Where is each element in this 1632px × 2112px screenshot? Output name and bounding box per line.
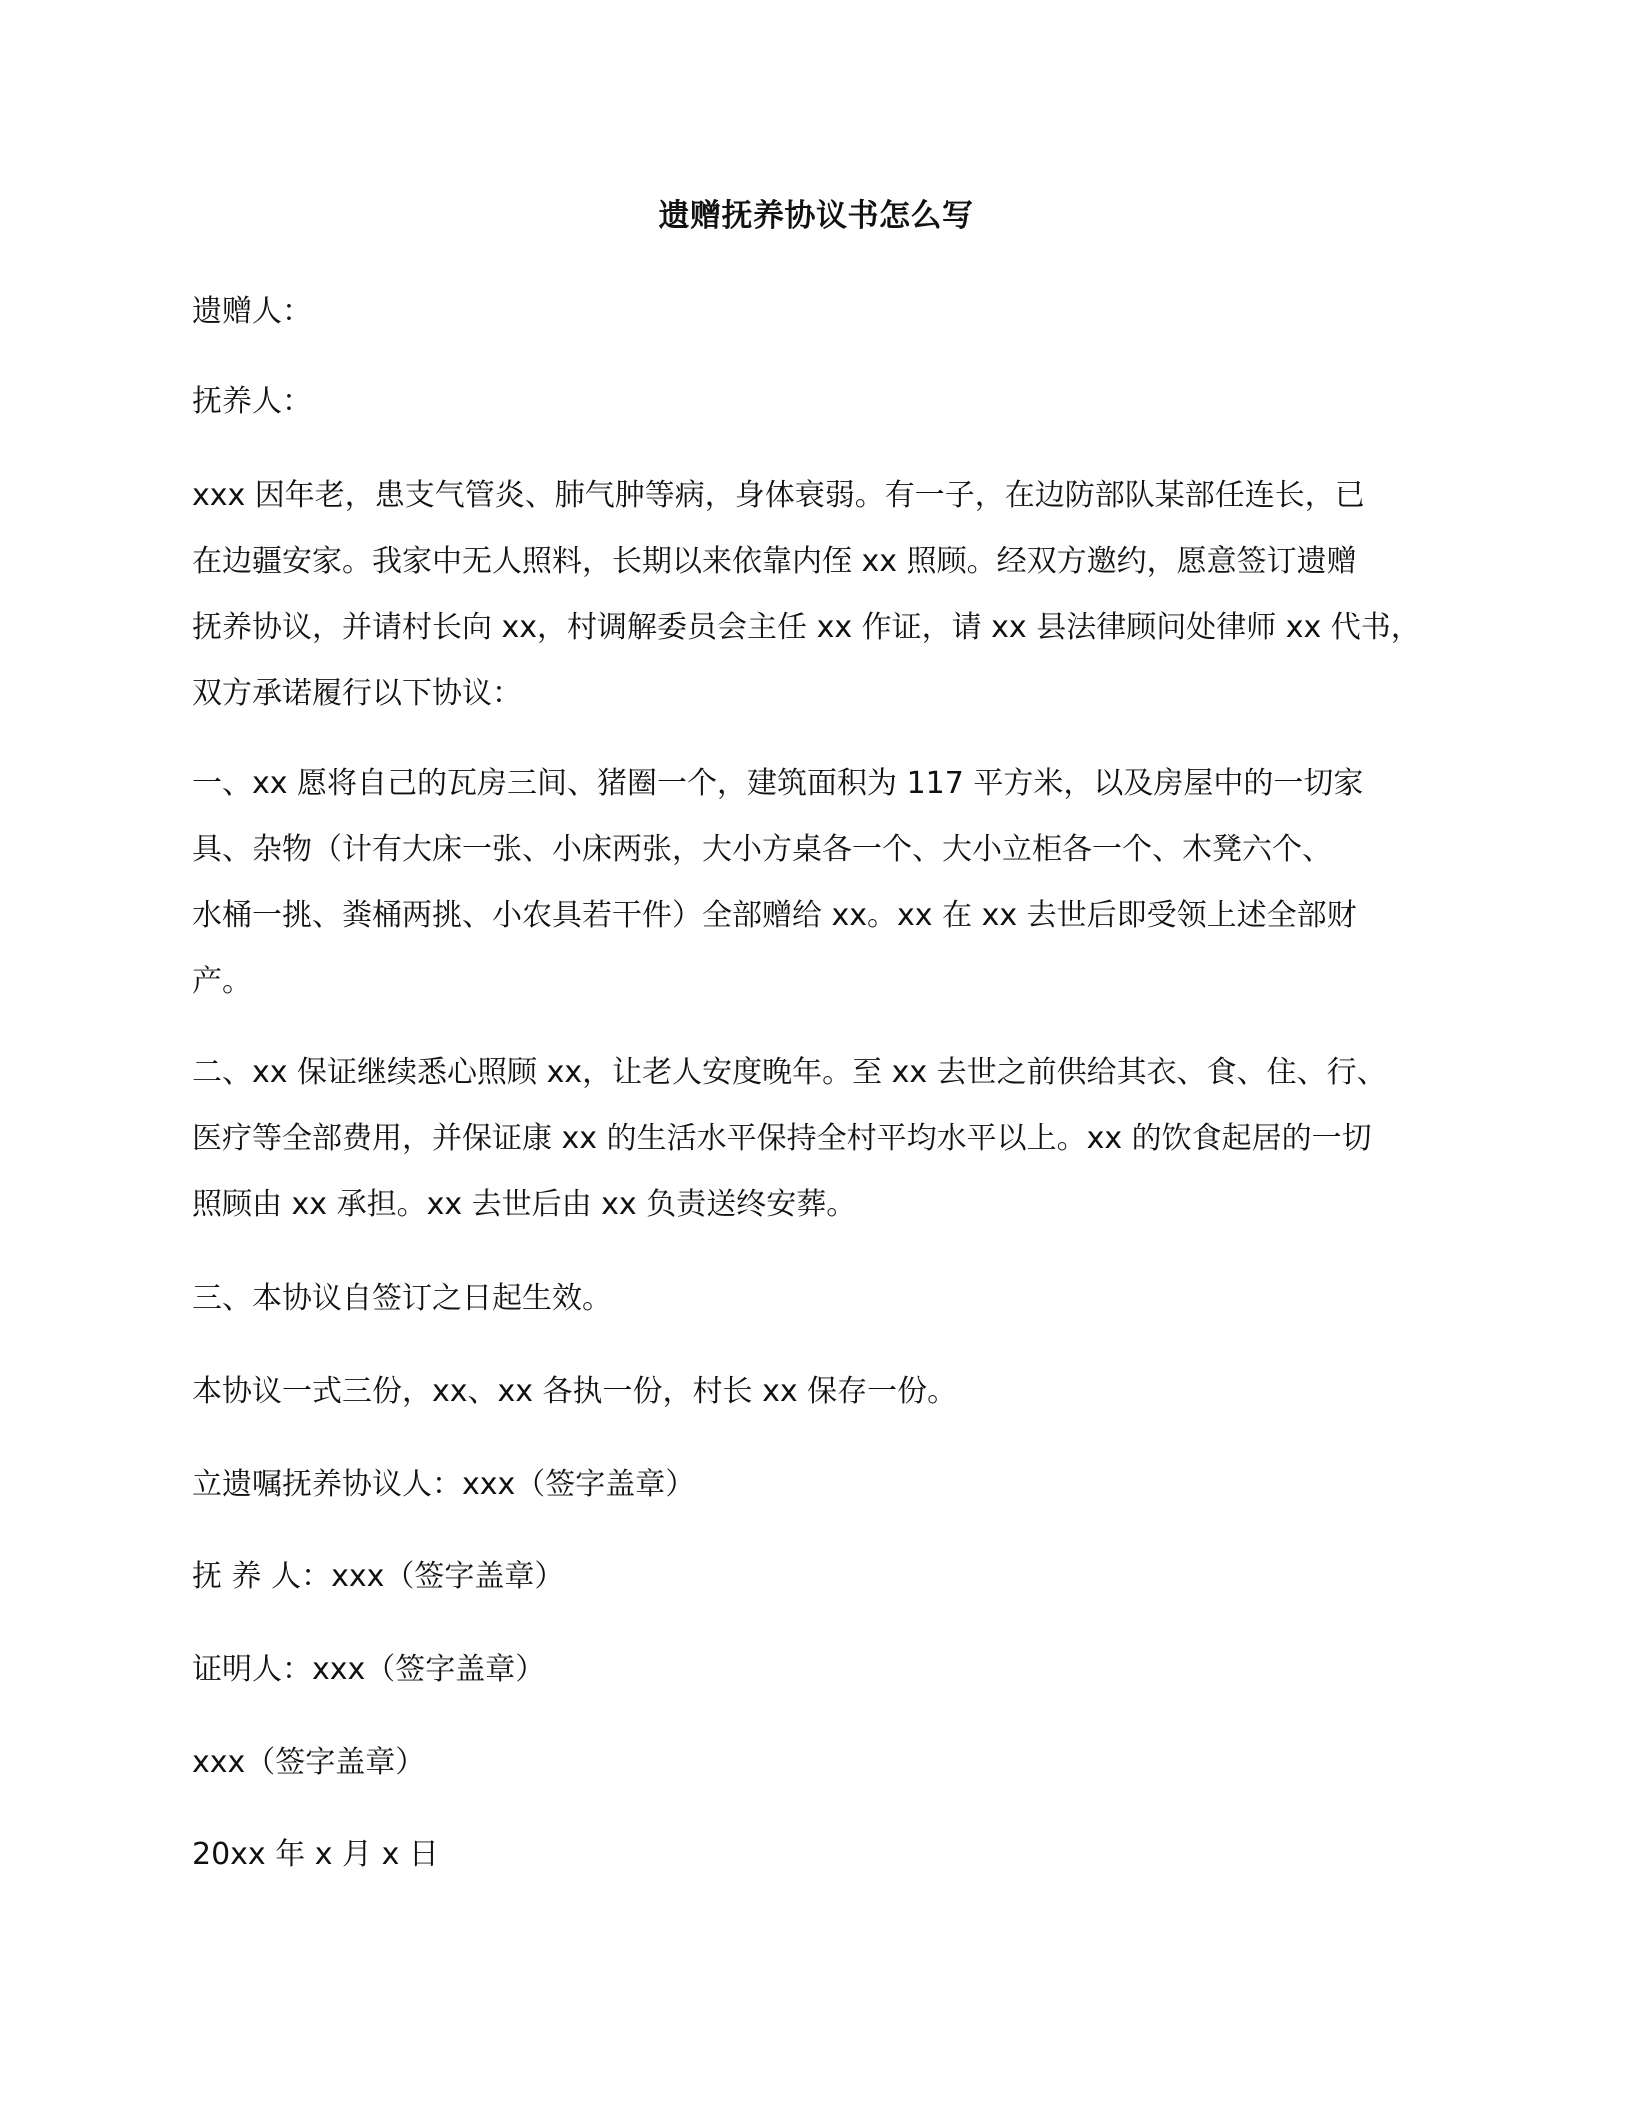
copies-statement: 本协议一式三份，xx、xx 各执一份，村长 xx 保存一份。 — [192, 1374, 958, 1409]
signature-supporter: 抚 养 人：xxx（签字盖章） — [192, 1559, 565, 1594]
clause-2-paragraph — [192, 1040, 1454, 1238]
clause-2-line: 医疗等全部费用，并保证康 xx 的生活水平保持全村平均水平以上。xx 的饮食起居的一切 — [192, 1121, 1372, 1156]
clause-1-line: 水桶一挑、粪桶两挑、小农具若干件）全部赠给 xx。xx 在 xx 去世后即受领上述全部财 — [192, 898, 1357, 933]
clause-1-line: 产。 — [192, 964, 252, 999]
intro-line: 双方承诺履行以下协议： — [192, 676, 522, 711]
clause-2-line: 二、xx 保证继续悉心照顾 xx，让老人安度晚年。至 xx 去世之前供给其衣、食、住、行、 — [192, 1055, 1387, 1090]
intro-paragraph — [192, 463, 1454, 727]
clause-3: 三、本协议自签订之日起生效。 — [192, 1281, 612, 1316]
clause-1-line: 具、杂物（计有大床一张、小床两张，大小方桌各一个、大小立柜各一个、木凳六个、 — [192, 832, 1332, 867]
clause-2-line: 照顾由 xx 承担。xx 去世后由 xx 负责送终安葬。 — [192, 1187, 857, 1222]
intro-line: 抚养协议，并请村长向 xx，村调解委员会主任 xx 作证，请 xx 县法律顾问处律师 xx 代书， — [192, 610, 1421, 645]
bequeather-label: 遗赠人： — [192, 294, 312, 329]
document-title: 遗赠抚养协议书怎么写 — [658, 198, 974, 234]
signing-date: 20xx 年 x 月 x 日 — [192, 1837, 439, 1872]
clause-1-line: 一、xx 愿将自己的瓦房三间、猪圈一个，建筑面积为 117 平方米，以及房屋中的一切家 — [192, 766, 1364, 801]
clause-1-paragraph — [192, 751, 1454, 1015]
intro-line: xxx 因年老，患支气管炎、肺气肿等病，身体衰弱。有一子，在边防部队某部任连长，已 — [192, 478, 1365, 513]
signature-bequeather: 立遗嘱抚养协议人：xxx（签字盖章） — [192, 1467, 696, 1502]
signature-other: xxx（签字盖章） — [192, 1745, 426, 1780]
supporter-label: 抚养人： — [192, 384, 312, 419]
signature-witness: 证明人：xxx（签字盖章） — [192, 1652, 546, 1687]
intro-line: 在边疆安家。我家中无人照料，长期以来依靠内侄 xx 照顾。经双方邀约，愿意签订遗赠 — [192, 544, 1357, 579]
